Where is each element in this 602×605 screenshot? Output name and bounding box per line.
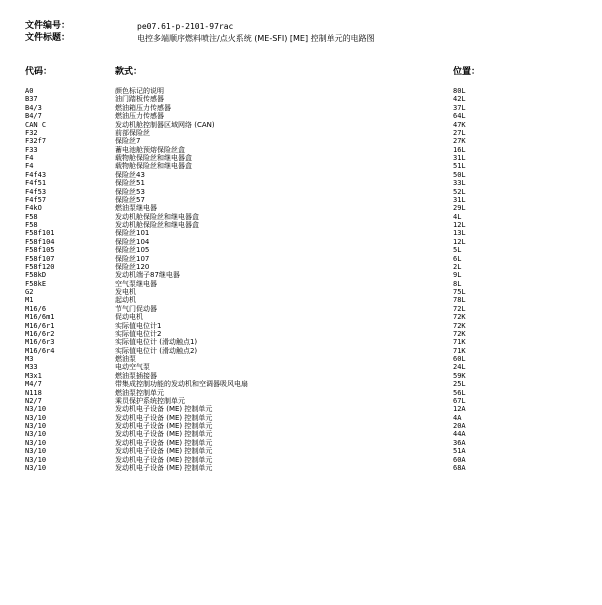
component-description: 保险丝107 bbox=[115, 254, 150, 263]
component-description: 保险丝105 bbox=[115, 246, 150, 255]
component-code: M16/6r3 bbox=[25, 338, 55, 347]
component-code: N118 bbox=[25, 388, 42, 397]
list-item bbox=[0, 162, 602, 170]
component-description: 节气门促动器 bbox=[115, 304, 157, 313]
component-position: 33L bbox=[453, 179, 466, 188]
component-position: 56L bbox=[453, 388, 466, 397]
component-description: 蓄电池舱预熔保险丝盒 bbox=[115, 145, 185, 154]
component-description: 乘员保护系统控制单元 bbox=[115, 396, 185, 405]
component-position: 78L bbox=[453, 296, 466, 305]
list-item bbox=[0, 330, 602, 338]
component-description: 燃油泵控制单元 bbox=[115, 388, 164, 397]
component-code: N3/10 bbox=[25, 413, 47, 422]
list-item bbox=[0, 456, 602, 464]
component-position: 6L bbox=[453, 254, 462, 263]
component-code: M33 bbox=[25, 363, 38, 372]
component-code: F58f105 bbox=[25, 246, 55, 255]
list-item bbox=[0, 196, 602, 204]
component-code: F58f120 bbox=[25, 262, 55, 271]
component-position: 72K bbox=[453, 329, 466, 338]
list-item bbox=[0, 363, 602, 371]
component-code: N3/10 bbox=[25, 438, 47, 447]
list-item bbox=[0, 338, 602, 346]
component-description: 载物舱保险丝和继电器盒 bbox=[115, 154, 192, 162]
doc-number-label: 文件编号： bbox=[25, 21, 71, 31]
component-code: F58f101 bbox=[25, 229, 55, 238]
component-code: B4/7 bbox=[25, 112, 42, 121]
component-description: 实际值电位计1 bbox=[115, 321, 162, 330]
component-position: 4L bbox=[453, 212, 462, 221]
component-code: N3/10 bbox=[25, 430, 47, 439]
component-description: 保险丝104 bbox=[115, 237, 150, 246]
component-description: 燃油泵继电器 bbox=[115, 204, 157, 213]
component-position: 29L bbox=[453, 204, 466, 213]
component-description: 发动机电子设备 (ME) 控制单元 bbox=[115, 463, 213, 472]
component-code: B4/3 bbox=[25, 103, 42, 112]
component-position: 44A bbox=[453, 430, 466, 439]
component-code: M16/6r2 bbox=[25, 329, 55, 338]
component-position: 72L bbox=[453, 304, 466, 313]
list-item bbox=[0, 104, 602, 112]
list-item bbox=[0, 313, 602, 321]
list-item bbox=[0, 397, 602, 405]
component-position: 4A bbox=[453, 413, 462, 422]
component-position: 9L bbox=[453, 271, 462, 280]
component-position: 25L bbox=[453, 380, 466, 389]
component-description: 实际值电位计 (滑动触点1) bbox=[115, 338, 198, 347]
component-position: 72K bbox=[453, 313, 466, 322]
list-item bbox=[0, 229, 602, 237]
component-position: 27L bbox=[453, 128, 466, 137]
component-description: 保险丝53 bbox=[115, 187, 145, 196]
component-code: F4f57 bbox=[25, 195, 47, 204]
component-description: 发电机 bbox=[115, 288, 136, 296]
component-description: 发动机舱保险丝和继电器盒 bbox=[115, 212, 199, 221]
component-description: 保险丝101 bbox=[115, 229, 150, 238]
component-description: 电动空气泵 bbox=[115, 363, 150, 372]
list-item bbox=[0, 380, 602, 388]
component-position: 12L bbox=[453, 221, 466, 229]
component-description: 燃油压力传感器 bbox=[115, 112, 164, 121]
component-code: F58kD bbox=[25, 271, 47, 280]
component-position: 71K bbox=[453, 338, 466, 347]
component-code: M16/6r1 bbox=[25, 321, 55, 330]
component-code: F58f107 bbox=[25, 254, 55, 263]
component-position: 72K bbox=[453, 321, 466, 330]
component-code: F4f43 bbox=[25, 170, 47, 179]
component-position: 12L bbox=[453, 237, 466, 246]
component-code: F58kE bbox=[25, 279, 47, 288]
list-item bbox=[0, 154, 602, 162]
component-code: F4f51 bbox=[25, 179, 47, 188]
component-position: 67L bbox=[453, 396, 466, 405]
component-code: F4f53 bbox=[25, 187, 47, 196]
component-code: F58 bbox=[25, 212, 38, 221]
list-item bbox=[0, 430, 602, 438]
component-position: 60L bbox=[453, 355, 466, 363]
component-description: 发动机电子设备 (ME) 控制单元 bbox=[115, 422, 213, 430]
component-description: 载物舱保险丝和继电器盒 bbox=[115, 162, 192, 171]
component-position: 51L bbox=[453, 162, 466, 171]
component-position: 8L bbox=[453, 279, 462, 288]
list-item bbox=[0, 422, 602, 430]
component-description: 发动机舱保险丝和继电器盒 bbox=[115, 221, 199, 229]
list-item bbox=[0, 405, 602, 413]
component-code: N3/10 bbox=[25, 463, 47, 472]
list-item bbox=[0, 464, 602, 472]
component-code: N3/10 bbox=[25, 422, 47, 430]
component-position: 2L bbox=[453, 262, 462, 271]
list-item bbox=[0, 305, 602, 313]
component-description: 保险丝120 bbox=[115, 262, 150, 271]
component-description: 保险丝43 bbox=[115, 170, 145, 179]
component-position: 12A bbox=[453, 405, 466, 414]
component-description: 实际值电位计2 bbox=[115, 329, 162, 338]
component-position: 36A bbox=[453, 438, 466, 447]
component-description: 发动机电子设备 (ME) 控制单元 bbox=[115, 438, 213, 447]
component-description: 发动机舱控制器区域网络 (CAN) bbox=[115, 120, 215, 129]
component-description: 实际值电位计 (滑动触点2) bbox=[115, 346, 198, 355]
component-position: 51A bbox=[453, 447, 466, 456]
doc-title-label: 文件标题： bbox=[25, 33, 71, 43]
component-code: F58f104 bbox=[25, 237, 55, 246]
list-item bbox=[0, 213, 602, 221]
list-item bbox=[0, 238, 602, 246]
list-item bbox=[0, 188, 602, 196]
list-item bbox=[0, 280, 602, 288]
list-item bbox=[0, 389, 602, 397]
component-position: 75L bbox=[453, 288, 466, 296]
list-item bbox=[0, 87, 602, 95]
list-item bbox=[0, 146, 602, 154]
list-item bbox=[0, 255, 602, 263]
component-code: M16/6r4 bbox=[25, 346, 55, 355]
component-code: F33 bbox=[25, 145, 38, 154]
component-code: N3/10 bbox=[25, 455, 47, 464]
component-code: N3/10 bbox=[25, 405, 47, 414]
component-position: 68A bbox=[453, 463, 466, 472]
list-item bbox=[0, 263, 602, 271]
list-item bbox=[0, 112, 602, 120]
component-position: 16L bbox=[453, 145, 466, 154]
component-description: 发动机电子设备 (ME) 控制单元 bbox=[115, 405, 213, 414]
component-description: 起动机 bbox=[115, 296, 136, 305]
list-item bbox=[0, 179, 602, 187]
component-description: 燃油泵插接器 bbox=[115, 371, 157, 380]
list-item bbox=[0, 372, 602, 380]
component-code: B37 bbox=[25, 95, 38, 104]
component-list bbox=[0, 87, 602, 472]
component-position: 13L bbox=[453, 229, 466, 238]
list-item bbox=[0, 322, 602, 330]
component-code: F32f7 bbox=[25, 137, 47, 146]
component-code: A0 bbox=[25, 87, 34, 95]
component-code: F32 bbox=[25, 128, 38, 137]
list-item bbox=[0, 288, 602, 296]
column-header-position: 位置： bbox=[453, 67, 481, 77]
list-item bbox=[0, 204, 602, 212]
component-description: 发动机电子设备 (ME) 控制单元 bbox=[115, 455, 213, 464]
list-item bbox=[0, 246, 602, 254]
component-position: 47K bbox=[453, 120, 466, 129]
component-position: 80L bbox=[453, 87, 466, 95]
component-position: 52L bbox=[453, 187, 466, 196]
component-position: 71K bbox=[453, 346, 466, 355]
list-item bbox=[0, 439, 602, 447]
component-description: 前部保险丝 bbox=[115, 128, 150, 137]
list-item bbox=[0, 347, 602, 355]
component-code: F4 bbox=[25, 162, 34, 171]
component-description: 保险丝51 bbox=[115, 179, 145, 188]
component-position: 37L bbox=[453, 103, 466, 112]
column-header-code: 代码： bbox=[25, 67, 53, 77]
component-code: N2/7 bbox=[25, 396, 42, 405]
component-position: 31L bbox=[453, 195, 466, 204]
list-item bbox=[0, 355, 602, 363]
component-code: M1 bbox=[25, 296, 34, 305]
list-item bbox=[0, 221, 602, 229]
component-code: F58 bbox=[25, 221, 38, 229]
component-description: 保险丝57 bbox=[115, 195, 145, 204]
component-position: 64L bbox=[453, 112, 466, 121]
component-description: 油门踏板传感器 bbox=[115, 95, 164, 104]
component-description: 发动机电子设备 (ME) 控制单元 bbox=[115, 430, 213, 439]
component-code: G2 bbox=[25, 288, 34, 296]
component-code: M16/6 bbox=[25, 304, 47, 313]
component-position: 24L bbox=[453, 363, 466, 372]
list-item bbox=[0, 171, 602, 179]
list-item bbox=[0, 121, 602, 129]
component-code: M4/7 bbox=[25, 380, 42, 389]
doc-number-value: pe07.61-p-2101-97rac bbox=[137, 22, 234, 31]
component-position: 5L bbox=[453, 246, 462, 255]
component-code: F4 bbox=[25, 154, 34, 162]
component-code: F4kO bbox=[25, 204, 42, 213]
component-position: 59K bbox=[453, 371, 466, 380]
component-description: 发动机电子设备 (ME) 控制单元 bbox=[115, 447, 213, 456]
component-position: 50L bbox=[453, 170, 466, 179]
component-description: 燃油泵 bbox=[115, 355, 136, 363]
component-description: 空气泵继电器 bbox=[115, 279, 157, 288]
component-code: M16/6m1 bbox=[25, 313, 55, 322]
component-description: 发动机端子87继电器 bbox=[115, 271, 180, 280]
component-code: M3 bbox=[25, 355, 34, 363]
list-item bbox=[0, 137, 602, 145]
doc-title-value: 电控多端顺序燃料喷注/点火系统 (ME-SFI) [ME] 控制单元的电路图 bbox=[137, 34, 375, 43]
component-position: 42L bbox=[453, 95, 466, 104]
component-code: N3/10 bbox=[25, 447, 47, 456]
component-description: 颜色标记的说明 bbox=[115, 87, 164, 95]
component-description: 发动机电子设备 (ME) 控制单元 bbox=[115, 413, 213, 422]
component-position: 20A bbox=[453, 422, 466, 430]
column-header-model: 款式： bbox=[115, 67, 143, 77]
component-position: 31L bbox=[453, 154, 466, 162]
component-description: 保险丝7 bbox=[115, 137, 141, 146]
list-item bbox=[0, 271, 602, 279]
component-description: 带集成控制功能的发动机和空调器吸风电扇 bbox=[115, 380, 248, 389]
list-item bbox=[0, 296, 602, 304]
list-item bbox=[0, 447, 602, 455]
component-position: 60A bbox=[453, 455, 466, 464]
component-code: CAN C bbox=[25, 120, 47, 129]
component-description: 促动电机 bbox=[115, 313, 143, 322]
component-position: 27K bbox=[453, 137, 466, 146]
component-code: M3x1 bbox=[25, 371, 42, 380]
list-item bbox=[0, 95, 602, 103]
list-item bbox=[0, 414, 602, 422]
list-item bbox=[0, 129, 602, 137]
component-description: 燃油箱压力传感器 bbox=[115, 103, 171, 112]
